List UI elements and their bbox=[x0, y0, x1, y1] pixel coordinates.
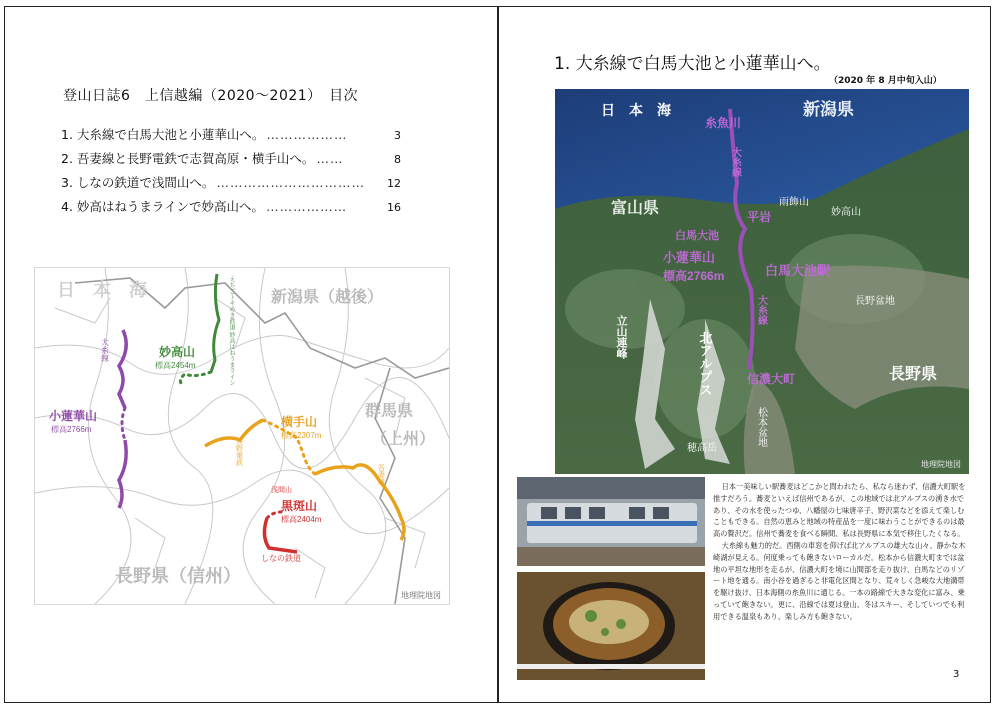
map-credit: 地理院地図 bbox=[921, 460, 961, 469]
prefecture-label-toyama: 富山県 bbox=[611, 200, 660, 217]
essay-paragraph: 大糸線も魅力的だ。西側の車窓を仰げば北アルプスの雄大な山々、静かな木崎湖が見える。何度乗っても飽きないローカルだ。松本から信濃大町までは盆地の平坦な地形を走るが、信濃大町を境に山間部を走り抜け、白馬などのリゾート地を通る。南小谷を過ぎると非電化区間となり、荒々しく急峻な大地溝帯を駆け抜け、日本海側の糸魚川に通じる。一本の路線で大きな変化に富み、乗っていて飽きない。更に、沿線では夏は登山、冬はスキー、そしていつでも利用できる温泉もあり、楽しみ方も飽きない。 bbox=[713, 540, 966, 621]
place-label-matsumoto: 松本盆地 bbox=[755, 407, 767, 447]
page-number: 3 bbox=[953, 669, 960, 680]
toc-item[interactable] bbox=[61, 125, 401, 149]
mountain-name-myoko: 妙高山 bbox=[159, 345, 196, 359]
soba-photo bbox=[517, 572, 705, 680]
route-label-oito-south: 大糸線 bbox=[755, 295, 767, 325]
satellite-map bbox=[555, 89, 969, 474]
place-label-amakazari: 雨飾山 bbox=[779, 197, 809, 208]
toc-item-title: 妙高はねうまラインで妙高山へ。 bbox=[76, 199, 265, 214]
river-label-itoigawa: 糸魚川 bbox=[705, 116, 742, 130]
toc-page-number: 8 bbox=[394, 153, 401, 166]
right-page bbox=[498, 6, 991, 703]
toc-item-title: 吾妻線と長野電鉄で志賀高原・横手山へ。 bbox=[76, 151, 315, 166]
prefecture-label-niigata: 新潟県 bbox=[803, 100, 854, 119]
mountain-name-korenge: 小蓮華山 bbox=[663, 250, 716, 265]
route-label-oito-line: 大糸線 bbox=[100, 338, 110, 362]
toc-title: 登山日誌6 上信越編（2020～2021） 目次 bbox=[63, 88, 359, 104]
region-map bbox=[34, 267, 450, 605]
toc-leader: …………………………… bbox=[216, 175, 365, 190]
chapter-title: 1. 大糸線で白馬大池と小蓮華山へ。 bbox=[554, 54, 831, 74]
map-credit: 地理院地図 bbox=[401, 591, 441, 600]
place-label-hiraiwa: 平岩 bbox=[747, 210, 772, 224]
table-of-contents bbox=[61, 125, 401, 221]
toc-number: 1. bbox=[61, 127, 73, 142]
mountain-height-korenge: 標高2766m bbox=[663, 269, 725, 283]
chapter-date: （2020 年 8 月中旬入山） bbox=[829, 76, 942, 86]
toc-number: 4. bbox=[61, 199, 73, 214]
peak-label-asama: 浅間山 bbox=[271, 487, 292, 494]
toc-page-number: 16 bbox=[387, 201, 401, 214]
mountain-height-myoko: 標高2454m bbox=[155, 361, 196, 370]
sea-label: 日 本 海 bbox=[57, 280, 147, 300]
station-label-hakuba-oike: 白馬大池駅 bbox=[765, 263, 831, 278]
route-label-hanemuma: えちごトキめき鉄道 妙高はねうまライン bbox=[228, 276, 234, 386]
toc-item[interactable] bbox=[61, 197, 401, 221]
sea-label: 日 本 海 bbox=[601, 102, 671, 118]
route-label-nagano-dentetsu: 長野電鉄 bbox=[235, 438, 243, 466]
prefecture-label-nagano: 長野県 bbox=[889, 366, 938, 383]
mountain-height-yokote: 標高2307m bbox=[281, 431, 322, 440]
place-label-myoko: 妙高山 bbox=[831, 207, 861, 218]
toc-page-number: 3 bbox=[394, 129, 401, 142]
route-label-oito-north: 大糸線 bbox=[729, 147, 741, 177]
toc-item-title: 大糸線で白馬大池と小蓮華山へ。 bbox=[76, 127, 265, 142]
station-label-shinano-omachi: 信濃大町 bbox=[747, 372, 796, 386]
mountain-name-korenge: 小蓮華山 bbox=[49, 409, 98, 423]
prefecture-label-nagano: 長野県（信州） bbox=[115, 566, 241, 586]
toc-page-number: 12 bbox=[387, 177, 401, 190]
prefecture-label-gunma: 群馬県 bbox=[365, 403, 414, 420]
mountain-name-yokote: 横手山 bbox=[281, 415, 318, 429]
toc-leader: ……………… bbox=[266, 127, 348, 142]
route-label-agatsuma: 吾妻線 bbox=[377, 464, 385, 485]
left-page bbox=[4, 6, 498, 703]
toc-number: 2. bbox=[61, 151, 73, 166]
toc-leader: ……………… bbox=[266, 199, 348, 214]
region-label-joshu: （上州） bbox=[371, 431, 436, 448]
train-photo bbox=[517, 477, 705, 566]
mountain-name-kurofu: 黒斑山 bbox=[281, 499, 318, 513]
toc-number: 3. bbox=[61, 175, 73, 190]
route-label-shinano-railway: しなの鉄道 bbox=[261, 554, 301, 563]
range-label-kita-alps: 北アルプス bbox=[697, 331, 713, 396]
toc-item-title: しなの鉄道で浅間山へ。 bbox=[76, 175, 215, 190]
essay-paragraph: 日本一美味しい駅蕎麦はどこかと問われたら、私なら迷わず、信濃大町駅を推すだろう。蕎麦といえば信州であるが、この地域では北アルプスの湧き水であり、その水を使ったつゆ、八幡屋の七味唐辛子、野沢菜などを添えて楽しむこともできる。自然の恵みと地域の特産品を一度に味わうことができるのは最高の贅沢だ。信州で蕎麦を食べる瞬間、私は長野県に本気で移住したくなる。 bbox=[713, 482, 966, 539]
toc-item[interactable] bbox=[61, 173, 401, 197]
toc-item[interactable] bbox=[61, 149, 401, 173]
prefecture-label-niigata: 新潟県（越後） bbox=[271, 289, 384, 306]
place-label-hakuba-oike: 白馬大池 bbox=[675, 230, 719, 242]
essay-text bbox=[713, 481, 971, 623]
peak-label-hotaka: 穂高岳 bbox=[687, 443, 717, 454]
toc-leader: …… bbox=[316, 151, 344, 166]
mountain-height-korenge: 標高2766m bbox=[51, 425, 92, 434]
place-label-nagano-basin: 長野盆地 bbox=[855, 296, 895, 307]
mountain-height-kurofu: 標高2404m bbox=[281, 515, 322, 524]
range-label-tateyama: 立山連峰 bbox=[615, 315, 627, 359]
